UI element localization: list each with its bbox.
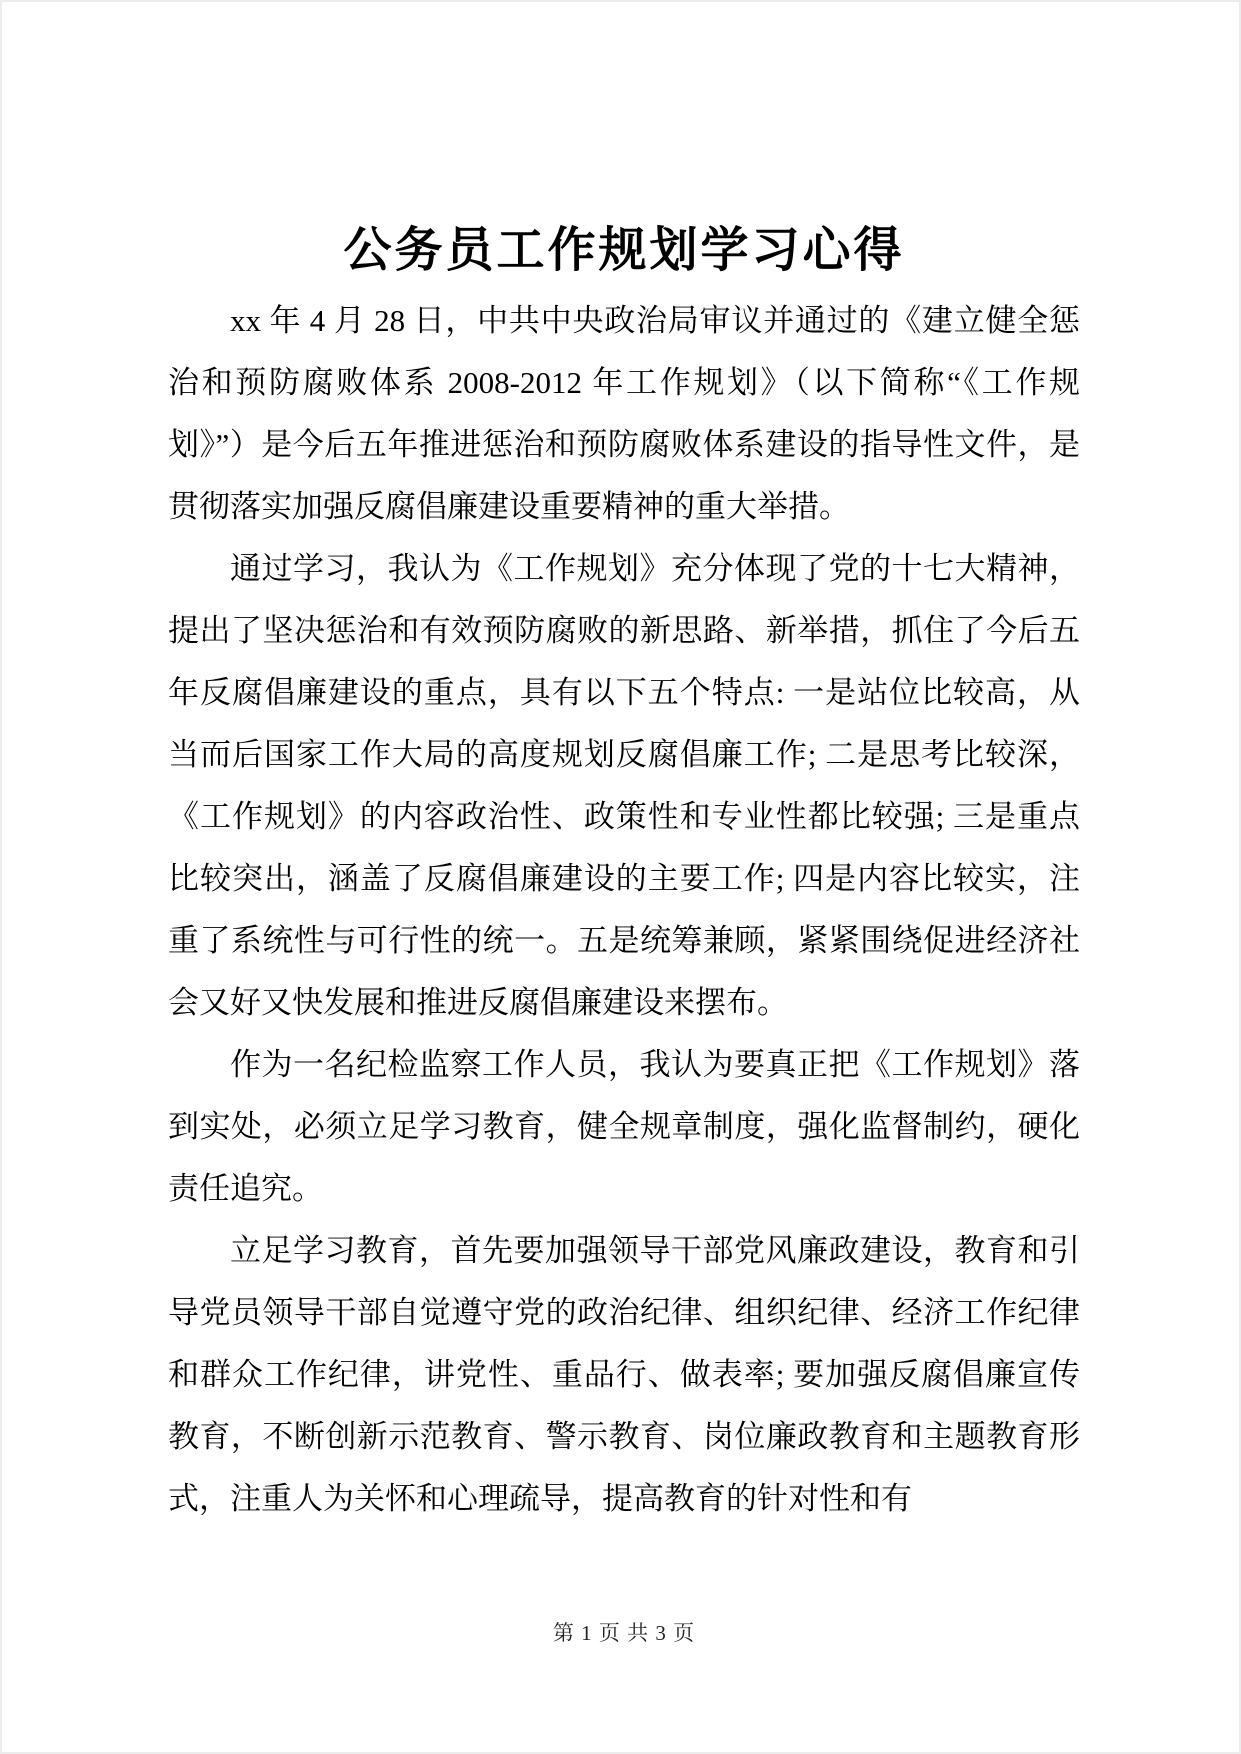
document-title: 公务员工作规划学习心得 [343,224,905,277]
paragraph: 立足学习教育，首先要加强领导干部党风廉政建设，教育和引导党员领导干部自觉遵守党的政治纪律、组织纪律、经济工作纪律和群众工作纪律，讲党性、重品行、做表率; 要加强反腐倡廉宣传教育，不断创新示范教育、警示教育、岗位廉政教育和主题教育形式，注重人为关怀和心理疏导，提高教育的针对性和有 [168,1233,1080,1516]
paragraph: 作为一名纪检监察工作人员，我认为要真正把《工作规划》落到实处，必须立足学习教育，健全规章制度，强化监督制约，硬化责任追究。 [168,1047,1080,1206]
page-number-label: 第 1 页 共 3 页 [552,1621,696,1645]
document-body [168,290,1080,1530]
page-footer [168,1620,1080,1646]
paragraph: xx 年 4 月 28 日，中共中央政治局审议并通过的《建立健全惩治和预防腐败体系 2008-2012 年工作规划》（以下简称“《工作规划》”）是今后五年推进惩治和预防腐败体系建设的指导性文件，是贯彻落实加强反腐倡廉建设重要精神的重大举措。 [168,303,1080,524]
paragraph: 通过学习，我认为《工作规划》充分体现了党的十七大精神，提出了坚决惩治和有效预防腐败的新思路、新举措，抓住了今后五年反腐倡廉建设的重点，具有以下五个特点: 一是站位比较高，从当而后国家工作大局的高度规划反腐倡廉工作; 二是思考比较深，《工作规划》的内容政治性、政策性和专业性都比较强; 三是重点比较突出，涵盖了反腐倡廉建设的主要工作; 四是内容比较实，注重了系统性与可行性的统一。五是统筹兼顾，紧紧围绕促进经济社会又好又快发展和推进反腐倡廉建设来摆布。 [168,551,1080,1020]
